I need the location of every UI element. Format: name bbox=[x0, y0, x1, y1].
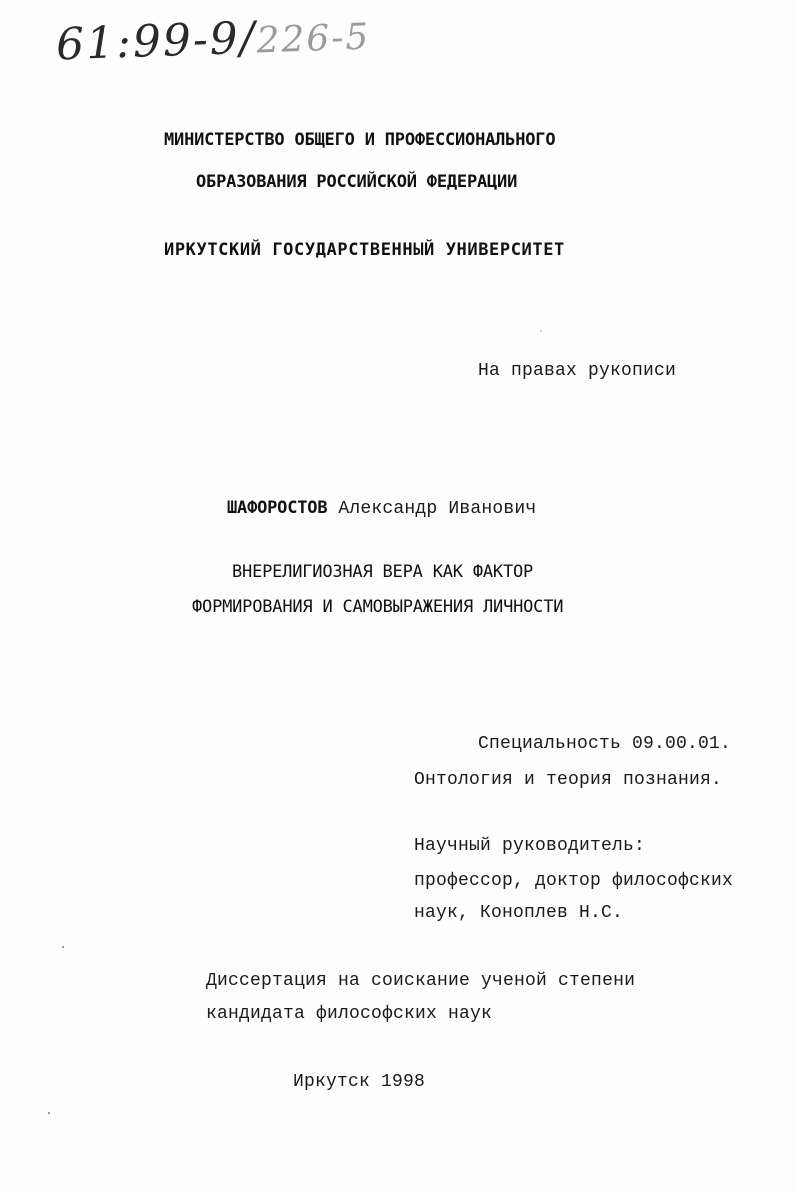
manuscript-note: На правах рукописи bbox=[478, 361, 677, 381]
specialty-code: Специальность 09.00.01. bbox=[478, 734, 732, 754]
ministry-line-1: МИНИСТЕРСТВО ОБЩЕГО И ПРОФЕССИОНАЛЬНОГО bbox=[164, 130, 556, 150]
scan-speck bbox=[540, 330, 542, 332]
supervisor-line-1: профессор, доктор философских bbox=[414, 871, 734, 891]
archive-mark-faint: 226-5 bbox=[255, 16, 372, 62]
title-line-2: ФОРМИРОВАНИЯ И САМОВЫРАЖЕНИЯ ЛИЧНОСТИ bbox=[192, 597, 564, 617]
university-name: ИРКУТСКИЙ ГОСУДАРСТВЕННЫЙ УНИВЕРСИТЕТ bbox=[164, 240, 565, 260]
degree-line-2: кандидата философских наук bbox=[206, 1004, 493, 1024]
author-name bbox=[227, 498, 536, 519]
author-surname: ШАФОРОСТОВ bbox=[227, 498, 328, 518]
archive-mark bbox=[55, 9, 371, 71]
archive-mark-main: 61:99-9/ bbox=[55, 12, 258, 71]
scan-speck bbox=[62, 946, 64, 948]
scan-speck bbox=[48, 1112, 50, 1114]
supervisor-line-2: наук, Коноплев Н.С. bbox=[414, 903, 624, 923]
degree-line-1: Диссертация на соискание ученой степени bbox=[206, 971, 636, 991]
specialty-name: Онтология и теория познания. bbox=[414, 770, 723, 790]
supervisor-label: Научный руководитель: bbox=[414, 836, 646, 856]
ministry-line-2: ОБРАЗОВАНИЯ РОССИЙСКОЙ ФЕДЕРАЦИИ bbox=[196, 172, 518, 192]
place-year: Иркутск 1998 bbox=[293, 1072, 426, 1092]
author-given-names: Александр Иванович bbox=[338, 499, 537, 519]
title-line-1: ВНЕРЕЛИГИОЗНАЯ ВЕРА КАК ФАКТОР bbox=[232, 562, 534, 582]
